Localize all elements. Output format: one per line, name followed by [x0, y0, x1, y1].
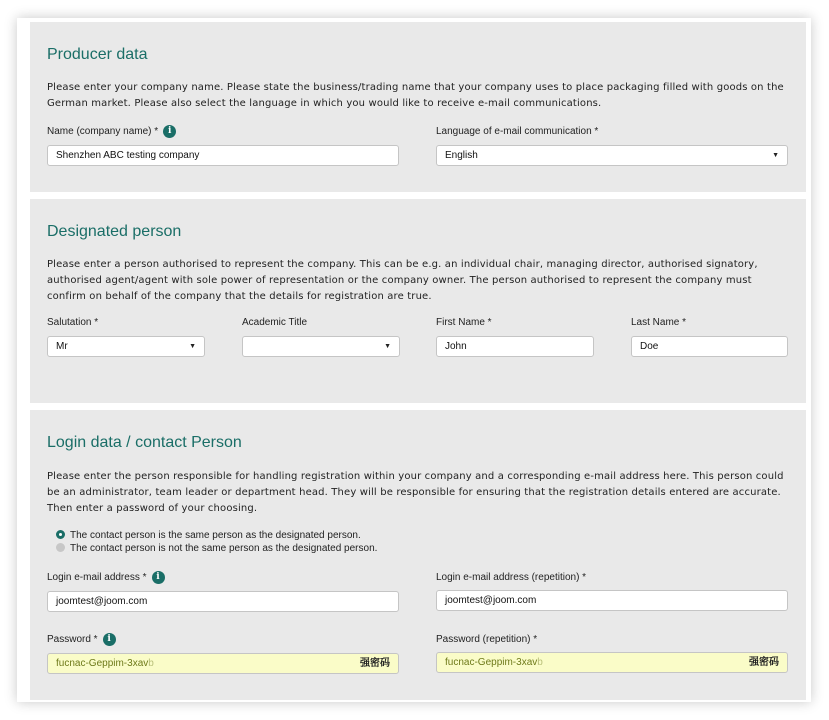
strong-password-badge[interactable]: 强密码 [360, 658, 390, 669]
password-label: Password * i [47, 633, 116, 646]
login-email-repeat-input[interactable]: joomtest@joom.com [436, 590, 788, 611]
info-icon[interactable]: i [152, 571, 165, 584]
company-name-input[interactable]: Shenzhen ABC testing company [47, 145, 399, 166]
chevron-down-icon: ▼ [772, 152, 779, 159]
login-email-repeat-label: Login e-mail address (repetition) * [436, 572, 587, 583]
academic-title-label: Academic Title [242, 317, 308, 328]
chevron-down-icon: ▼ [189, 343, 196, 350]
strong-password-badge[interactable]: 强密码 [749, 657, 779, 668]
radio-selected-icon [56, 530, 65, 539]
radio-same-person[interactable]: The contact person is the same person as the designated person. [56, 530, 361, 541]
radio-not-same-person[interactable]: The contact person is not the same person as the designated person. [56, 543, 377, 554]
chevron-down-icon: ▼ [384, 343, 391, 350]
company-name-label: Name (company name) * i [47, 125, 176, 138]
password-repeat-input[interactable]: fucnac-Geppim-3xavb 强密码 [436, 652, 788, 673]
info-icon[interactable]: i [103, 633, 116, 646]
login-email-label: Login e-mail address * i [47, 571, 165, 584]
section-title-producer: Producer data [47, 46, 148, 63]
last-name-label: Last Name * [631, 317, 687, 328]
info-icon[interactable]: i [163, 125, 176, 138]
salutation-label: Salutation * [47, 317, 99, 328]
login-email-input[interactable]: joomtest@joom.com [47, 591, 399, 612]
form-container [17, 18, 811, 702]
producer-description: Please enter your company name. Please state the business/trading name that your company uses to place packaging filled with goods on the German market. Please also select the language in which you would like to receive e-mail communications. [47, 82, 784, 109]
producer-data-section [30, 22, 806, 192]
password-repeat-label: Password (repetition) * [436, 634, 538, 645]
language-select[interactable]: English ▼ [436, 145, 788, 166]
last-name-input[interactable]: Doe [631, 336, 788, 357]
academic-title-select[interactable] [242, 336, 400, 357]
designated-person-section [30, 199, 806, 403]
login-data-section [30, 410, 806, 700]
radio-unselected-icon [56, 543, 65, 552]
section-title-designated: Designated person [47, 223, 182, 240]
language-label: Language of e-mail communication * [436, 126, 599, 137]
password-input[interactable]: fucnac-Geppim-3xavb 强密码 [47, 653, 399, 674]
first-name-label: First Name * [436, 317, 492, 328]
designated-description: Please enter a person authorised to represent the company. This can be e.g. an individual chair, managing director, authorised signatory, authorised agent/agent with sole power of representation or the company owner. The person authorised to represent the company must confirm on behalf of the company that the details for registration are true. [47, 259, 758, 302]
first-name-input[interactable]: John [436, 336, 594, 357]
section-title-login: Login data / contact Person [47, 434, 242, 451]
salutation-select[interactable]: Mr ▼ [47, 336, 205, 357]
login-description: Please enter the person responsible for handling registration within your company and a corresponding e-mail address here. This person could be an administrator, team leader or department head. They will be responsible for ensuring that the registration details entered are accurate. Then enter a password of your choosing. [47, 471, 784, 514]
